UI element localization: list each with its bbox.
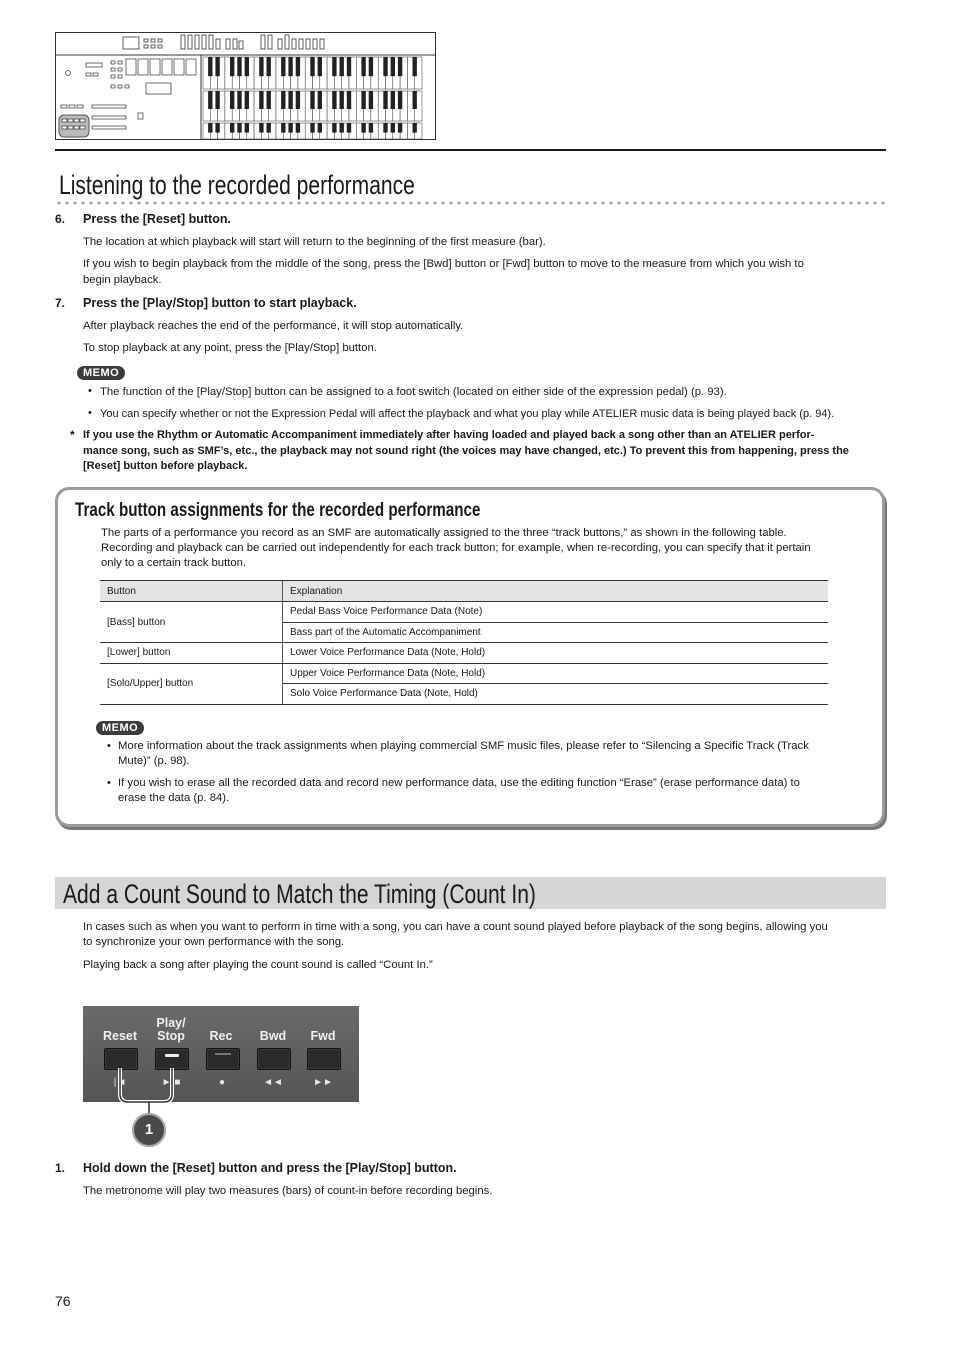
step-number: 7. [55,296,66,310]
table-cell-button: [Solo/Upper] button [100,663,283,704]
play-stop-symbol: ► ■ [161,1077,181,1088]
memo-bullet-line: More information about the track assignments when playing commercial SMF music files, please refer to “Silencing a Specific Track (Track [118,740,809,752]
table-cell-explanation: Lower Voice Performance Data (Note, Hold) [283,643,829,664]
section-intro [83,920,828,950]
play-stop-label: Play/ Stop [156,1016,186,1043]
callout-badge: 1 [132,1113,166,1147]
memo-bullet [118,739,809,769]
section-paragraph: Playing back a song after playing the count sound is called “Count In.” [83,959,433,971]
step-paragraph: To stop playback at any point, press the [Play/Stop] button. [83,342,377,354]
bullet-dot: • [88,385,92,397]
bullet-dot: • [88,407,92,419]
step-paragraph: The metronome will play two measures (bars) of count-in before recording begins. [83,1185,493,1197]
memo-bullet: The function of the [Play/Stop] button can be assigned to a foot switch (located on either side of the expression pedal) (p. 93). [100,386,727,398]
fwd-label: Fwd [310,1029,336,1043]
callout-lines [83,1006,359,1126]
table-cell-button: [Bass] button [100,602,283,643]
rec-symbol: ● [218,1077,226,1088]
bullet-dot: • [107,740,111,752]
memo-bullet-line: erase the data (p. 84). [118,792,230,804]
table-cell-explanation: Solo Voice Performance Data (Note, Hold) [283,684,829,705]
table-header-cell: Explanation [283,581,829,602]
note-line: [Reset] button before playback. [83,460,248,472]
section-title-count-in: Add a Count Sound to Match the Timing (Count In) [63,879,536,909]
memo-badge: MEMO [96,721,144,735]
rec-label: Rec [209,1029,233,1043]
note-asterisk: * [70,428,75,442]
memo-bullet-line: If you wish to erase all the recorded data and record new performance data, use the editing function “Erase” (erase performance data) to [118,777,800,789]
table-cell-explanation: Pedal Bass Voice Performance Data (Note) [283,602,829,623]
bwd-symbol: ◄◄ [263,1077,283,1088]
section-intro-line: to synchronize your own performance with the song. [83,936,345,948]
panel-intro-line: Recording and playback can be carried out independently for each track button; for example, when re-recording, you can specify that it pertain [101,542,811,554]
table-row [100,602,828,623]
table-cell-explanation: Upper Voice Performance Data (Note, Hold) [283,663,829,684]
keyboard-keys [203,57,422,139]
section-intro-line: In cases such as when you want to perform in time with a song, you can have a count sound played before playback of the song begins, allowing you [83,921,828,933]
memo-bullet-line: Mute)” (p. 98). [118,755,190,767]
reset-label: Reset [102,1029,138,1043]
header-rule [55,149,886,151]
step-heading: Press the [Reset] button. [83,212,231,226]
panel-title: Track button assignments for the recorded performance [75,500,481,521]
step-number: 1. [55,1161,66,1175]
page-number: 76 [55,1293,71,1309]
table-header-cell: Button [100,581,283,602]
step-paragraph: The location at which playback will start will return to the beginning of the first measure (bar). [83,236,546,248]
section-title-listening: Listening to the recorded performance [59,170,415,200]
note-line: mance song, such as SMF’s, etc., the playback may not sound right (the voices may have changed, etc.) To prevent this from happening, press the [83,444,849,457]
table-header-row [100,581,828,602]
dotted-rule [55,200,886,206]
step-heading: Press the [Play/Stop] button to start playback. [83,296,357,310]
note-text [83,428,849,475]
step-paragraph: If you wish to begin playback from the middle of the song, press the [Bwd] button or [Fwd] button to move to the measure from which you wish to [83,258,804,270]
reset-symbol: |◄ [113,1077,127,1088]
bwd-label: Bwd [259,1029,287,1043]
table-row [100,663,828,684]
step-number: 6. [55,212,66,226]
table-cell-explanation: Bass part of the Automatic Accompaniment [283,622,829,643]
bullet-dot: • [107,777,111,789]
table-row [100,643,828,664]
memo-bullet: You can specify whether or not the Expression Pedal will affect the playback and what you play while ATELIER music data is being played back (p. 94). [100,408,835,420]
organ-panel-illustration [56,33,435,139]
panel-intro-line: only to a certain track button. [101,557,247,569]
panel-intro-line: The parts of a performance you record as an SMF are automatically assigned to the three “track buttons,” as shown in the following table. [101,527,787,539]
step-paragraph: After playback reaches the end of the performance, it will stop automatically. [83,320,464,332]
memo-badge: MEMO [77,366,125,380]
step-paragraph: begin playback. [83,274,162,286]
panel-intro [101,526,811,571]
track-table [100,580,828,705]
note-line: If you use the Rhythm or Automatic Accompaniment immediately after having loaded and played back a song other than an ATELIER perfor- [83,429,815,441]
table-cell-button: [Lower] button [100,643,283,664]
fwd-symbol: ►► [313,1077,333,1088]
step-heading: Hold down the [Reset] button and press the [Play/Stop] button. [83,1161,457,1175]
memo-bullet [118,776,800,806]
instrument-panel-diagram [55,32,436,140]
